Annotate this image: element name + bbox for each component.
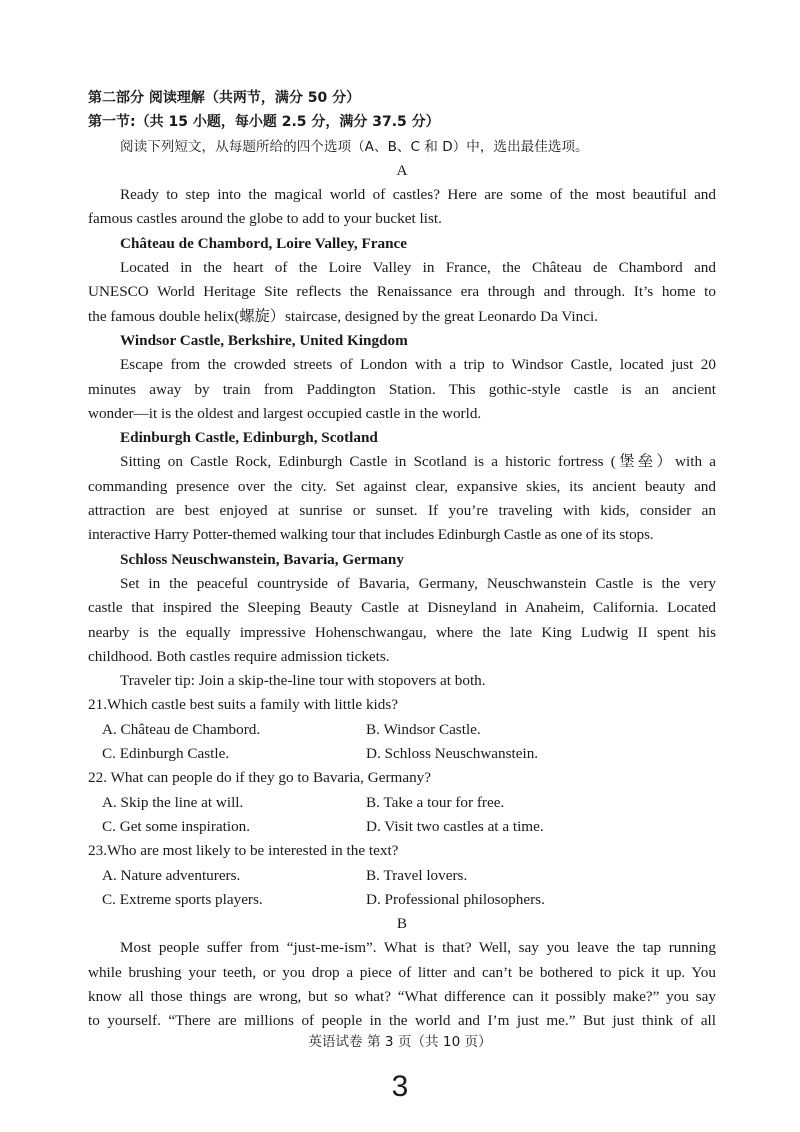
option-d: D. Visit two castles at a time. [366,817,544,835]
passage-b-line: know all those things are wrong, but so what? “What difference can it possibly make?” you say [88,987,716,1005]
question-stem: 21.Which castle best suits a family with little kids? [88,696,399,714]
page-number: 3 [391,1070,409,1103]
option-c: C. Get some inspiration. [102,817,251,835]
castle-text-line: wonder—it is the oldest and largest occupied castle in the world. [88,404,482,422]
passage-a-label: A [396,161,408,179]
castle-text-line: attraction are best enjoyed at sunrise or sunset. If you’re traveling with kids, consider an [88,502,716,520]
question-options [88,791,716,815]
castle-heading: Windsor Castle, Berkshire, United Kingdom [120,331,408,349]
passage-b-line: while brushing your teeth, or you drop a piece of litter and can’t be bothered to pick it up. You [88,963,716,981]
castle-text-line: Sitting on Castle Rock, Edinburgh Castle in Scotland is a historic fortress (堡垒）with a [120,453,716,471]
option-a: A. Skip the line at will. [102,793,244,811]
castle-heading: Château de Chambord, Loire Valley, France [120,234,408,252]
question-stem: 23.Who are most likely to be interested in the text? [88,842,399,860]
page-footer: 英语试卷 第 3 页（共 10 页） [308,1034,492,1050]
castle-text-line: childhood. Both castles require admission tickets. [88,647,390,665]
option-a: A. Nature adventurers. [102,866,241,884]
castle-text-line: Located in the heart of the Loire Valley in France, the Château de Chambord and [120,259,716,277]
question-stem: 22. What can people do if they go to Bavaria, Germany? [88,769,432,787]
passage-a-intro-line: famous castles around the globe to add to your bucket list. [88,210,442,228]
castle-text-line: commanding presence over the city. Set against clear, expansive skies, its ancient beauty and [88,477,716,495]
castle-text-line: the famous double helix(螺旋）staircase, designed by the great Leonardo Da Vinci. [88,307,598,325]
section-title: 第二部分 阅读理解（共两节，满分 50 分） [88,90,361,106]
castle-text-line: Set in the peaceful countryside of Bavaria, Germany, Neuschwanstein Castle is the very [120,574,716,592]
question-options [88,718,716,742]
option-b: B. Take a tour for free. [366,793,505,811]
option-d: D. Schloss Neuschwanstein. [366,745,539,763]
option-c: C. Edinburgh Castle. [102,745,230,763]
instruction: 阅读下列短文，从每题所给的四个选项（A、B、C 和 D）中，选出最佳选项。 [120,138,589,155]
exam-page [88,86,716,1034]
question-options [88,815,716,839]
castle-text-line: castle that inspired the Sleeping Beauty Castle at Disneyland in Anaheim, California. Located [88,599,716,617]
castle-text-line: Escape from the crowded streets of London with a trip to Windsor Castle, located just 20 [120,356,716,374]
castle-heading: Schloss Neuschwanstein, Bavaria, Germany [120,550,404,568]
option-b: B. Windsor Castle. [366,720,481,738]
castle-text-line: nearby is the equally impressive Hohenschwangau, where the late King Ludwig II spent his [88,623,716,641]
subsection-title: 第一节:（共 15 小题，每小题 2.5 分，满分 37.5 分） [88,114,440,131]
castle-text-line: interactive Harry Potter-themed walking tour that includes Edinburgh Castle as one of its stops. [88,526,654,544]
traveler-tip: Traveler tip: Join a skip-the-line tour with stopovers at both. [120,672,486,690]
castle-text-line: UNESCO World Heritage Site reflects the Renaissance era through and through. It’s home to [88,283,716,301]
passage-b-label: B [396,915,408,933]
passage-a-intro-line: Ready to step into the magical world of castles? Here are some of the most beautiful and [120,186,716,204]
option-c: C. Extreme sports players. [102,890,263,908]
option-a: A. Château de Chambord. [102,720,261,738]
passage-b-line: Most people suffer from “just-me-ism”. What is that? Well, say you leave the tap running [120,939,716,957]
question-options [88,888,716,912]
question-options [88,864,716,888]
question-options [88,742,716,766]
option-d: D. Professional philosophers. [366,890,545,908]
castle-text-line: minutes away by train from Paddington Station. This gothic-style castle is an ancient [88,380,716,398]
passage-b-line: to yourself. “There are millions of people in the world and I’m just me.” But just think of all [88,1012,716,1030]
option-b: B. Travel lovers. [366,866,468,884]
castle-heading: Edinburgh Castle, Edinburgh, Scotland [120,429,378,447]
